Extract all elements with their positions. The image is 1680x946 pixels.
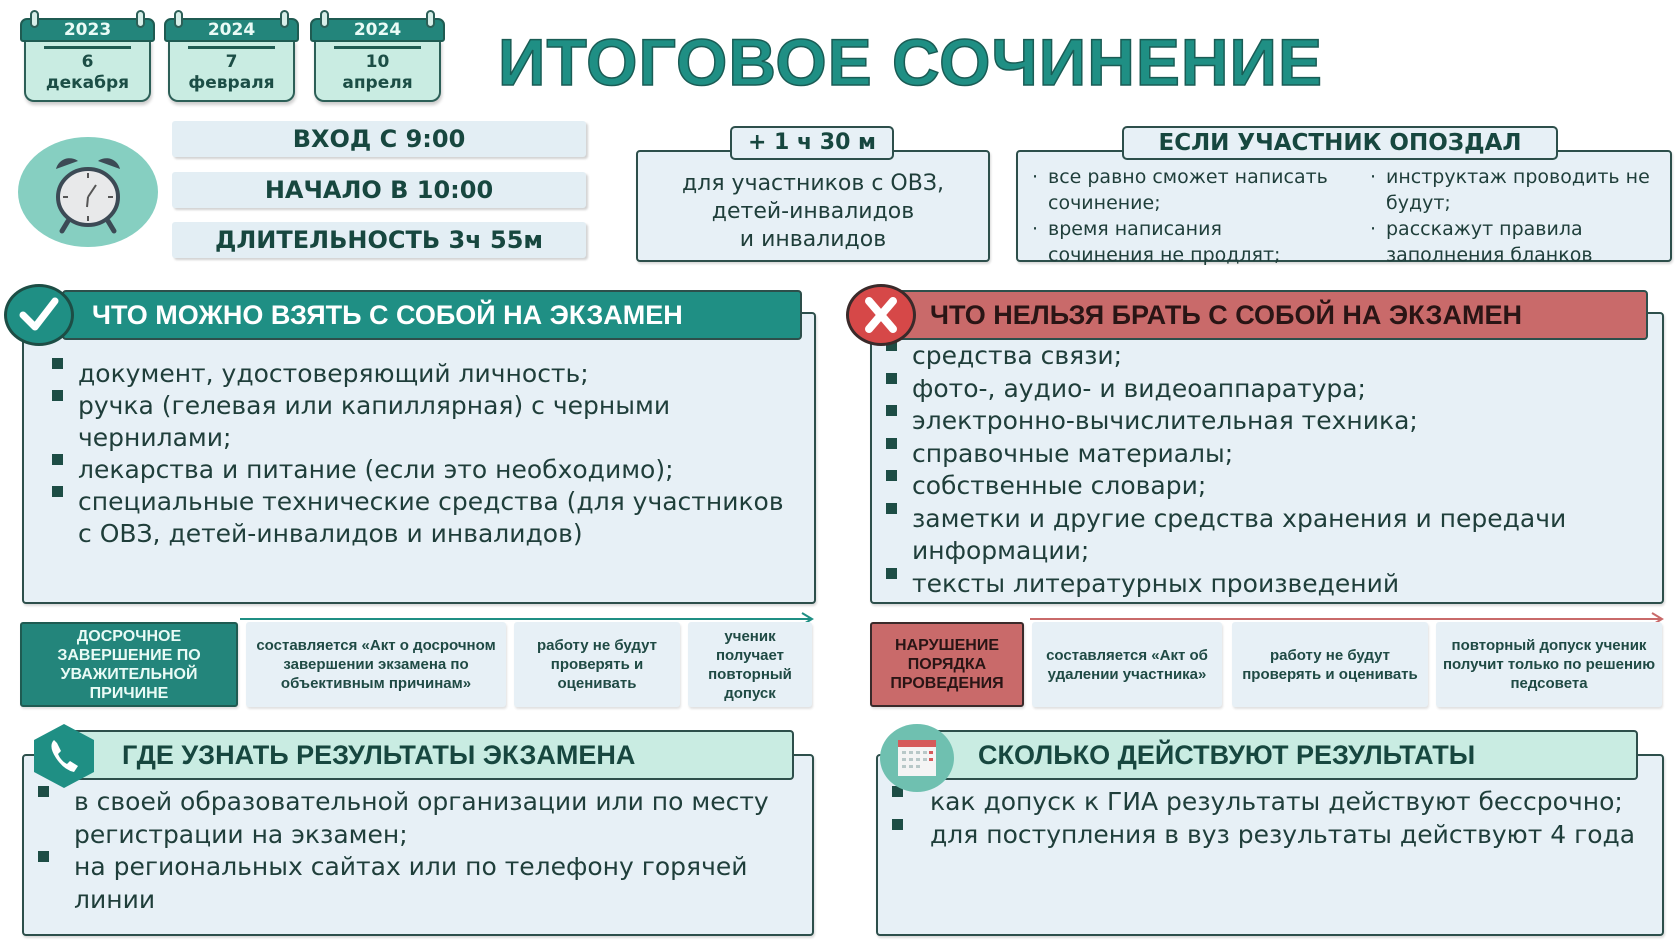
late-item: · инструктаж проводить не будут;	[1370, 166, 1650, 214]
results-validity-item: как допуск к ГИА результаты действуют бессрочно;	[890, 786, 1650, 819]
results-validity-title: СКОЛЬКО ДЕЙСТВУЮТ РЕЗУЛЬТАТЫ	[918, 730, 1638, 780]
entry-time: ВХОД С 9:00	[172, 121, 586, 157]
extra-time-line: детей-инвалидов	[711, 199, 915, 224]
forbidden-item: электронно-вычислительная техника;	[884, 405, 1654, 438]
clock-badge	[18, 137, 158, 247]
ring-icon	[136, 10, 145, 28]
date-day: 10	[365, 52, 390, 72]
ring-icon	[174, 10, 183, 28]
forbidden-item: тексты литературных произведений	[884, 568, 1654, 601]
allowed-item: документ, удостоверяющий личность;	[50, 358, 800, 390]
late-title: ЕСЛИ УЧАСТНИК ОПОЗДАЛ	[1122, 126, 1558, 160]
results-where-item: в своей образовательной организации или по месту регистрации на экзамен;	[36, 786, 776, 851]
early-finish-step: ученик получает повторный допуск	[688, 622, 812, 707]
ring-icon	[30, 10, 39, 28]
forbidden-box	[870, 312, 1664, 604]
forbidden-title: ЧТО НЕЛЬЗЯ БРАТЬ С СОБОЙ НА ЭКЗАМЕН	[898, 290, 1648, 340]
date-card-3	[310, 10, 445, 102]
forbidden-item: собственные словари;	[884, 470, 1654, 503]
ring-icon	[426, 10, 435, 28]
phone-icon	[30, 722, 98, 790]
extra-time-tag: + 1 ч 30 м	[730, 126, 894, 160]
date-month: декабря	[45, 73, 130, 93]
duration: ДЛИТЕЛЬНОСТЬ 3ч 55м	[172, 222, 586, 258]
check-icon	[4, 284, 74, 346]
allowed-title: ЧТО МОЖНО ВЗЯТЬ С СОБОЙ НА ЭКЗАМЕН	[62, 290, 802, 340]
forbidden-item: заметки и другие средства хранения и передачи информации;	[884, 503, 1654, 568]
results-where-item: на региональных сайтах или по телефону горячей линии	[36, 851, 776, 916]
date-card-2	[164, 10, 299, 102]
violation-step: составляется «Акт об удалении участника»	[1032, 622, 1222, 707]
extra-time-box	[636, 150, 990, 262]
page-title: ИТОГОВОЕ СОЧИНЕНИЕ	[498, 25, 1324, 99]
allowed-item: ручка (гелевая или капиллярная) с черными чернилами;	[50, 390, 800, 454]
calendar-icon	[880, 724, 954, 792]
forbidden-item: справочные материалы;	[884, 438, 1654, 471]
results-validity-item: для поступления в вуз результаты действуют 4 года	[890, 819, 1650, 852]
results-validity-box	[876, 754, 1664, 936]
date-day: 6	[81, 52, 94, 72]
ring-icon	[320, 10, 329, 28]
early-finish-step: составляется «Акт о досрочном завершении экзамена по объективным причинам»	[246, 622, 506, 707]
allowed-box	[22, 312, 816, 604]
violation-step: работу не будут проверять и оценивать	[1232, 622, 1428, 707]
date-year: 2023	[20, 18, 155, 42]
violation-step: повторный допуск ученик получит только по решению педсовета	[1436, 622, 1662, 707]
results-where-title: ГДЕ УЗНАТЬ РЕЗУЛЬТАТЫ ЭКЗАМЕНА	[64, 730, 794, 780]
early-finish-step: работу не будут проверять и оценивать	[514, 622, 680, 707]
date-card-1	[20, 10, 155, 102]
date-year: 2024	[310, 18, 445, 42]
early-finish-label: ДОСРОЧНОЕ ЗАВЕРШЕНИЕ ПО УВАЖИТЕЛЬНОЙ ПРИЧИНЕ	[20, 622, 238, 707]
date-day: 7	[225, 52, 238, 72]
late-item: · все равно сможет написать сочинение;	[1032, 166, 1328, 214]
late-box	[1016, 150, 1672, 266]
cross-icon	[846, 284, 916, 346]
extra-time-line: для участников с ОВЗ,	[682, 171, 944, 196]
forbidden-item: фото-, аудио- и видеоаппаратура;	[884, 373, 1654, 406]
extra-time-line: и инвалидов	[739, 227, 887, 252]
violation-label: НАРУШЕНИЕ ПОРЯДКА ПРОВЕДЕНИЯ	[870, 622, 1024, 707]
alarm-clock-icon	[18, 137, 158, 247]
allowed-item: лекарства и питание (если это необходимо);	[50, 454, 800, 486]
start-time: НАЧАЛО В 10:00	[172, 172, 586, 208]
date-month: апреля	[342, 73, 413, 93]
date-year: 2024	[164, 18, 299, 42]
ring-icon	[280, 10, 289, 28]
late-item: · время написания сочинения не продлят;	[1032, 218, 1281, 266]
late-item: · расскажут правила заполнения бланков	[1370, 218, 1593, 266]
date-month: февраля	[188, 73, 275, 93]
results-where-box	[22, 754, 814, 936]
forbidden-item: средства связи;	[884, 340, 1654, 373]
allowed-item: специальные технические средства (для участников с ОВЗ, детей-инвалидов и инвалидов)	[50, 486, 800, 550]
